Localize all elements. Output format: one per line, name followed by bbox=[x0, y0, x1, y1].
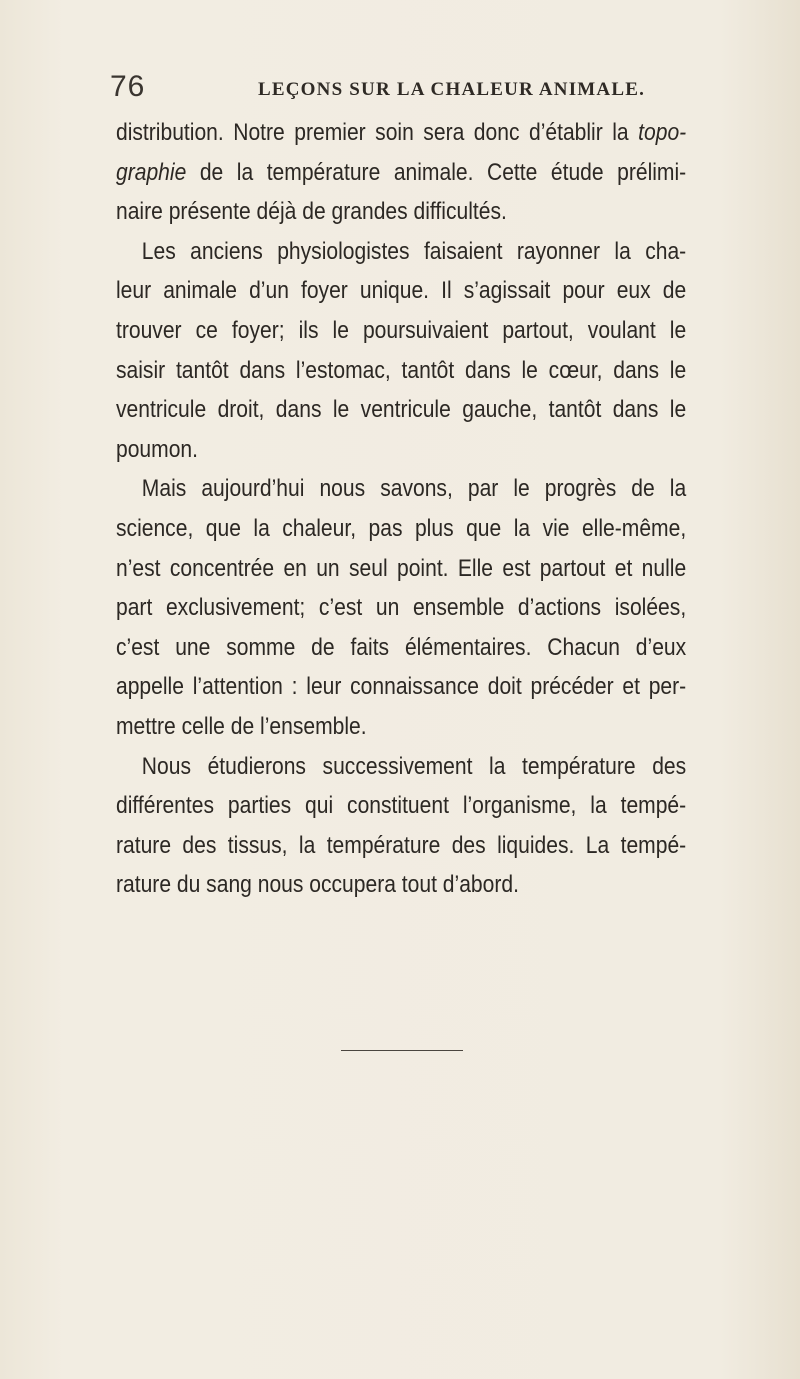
italic-word: topo- bbox=[638, 119, 687, 146]
text-line: mettre celle de l’ensemble. bbox=[116, 712, 367, 740]
running-head bbox=[110, 70, 710, 106]
running-title: LEÇONS SUR LA CHALEUR ANIMALE. bbox=[258, 79, 646, 100]
text-line: distribution. Notre premier soin sera donc d’établir la topo- bbox=[116, 119, 687, 146]
text-line: Nous étudierons successivement la température des bbox=[141, 752, 687, 780]
text-line: n’est concentrée en un seul point. Elle est partout et nulle bbox=[116, 554, 687, 582]
text-line: saisir tantôt dans l’estomac, tantôt dans le cœur, dans le bbox=[116, 356, 687, 384]
text-line: appelle l’attention : leur connaissance doit précéder et per- bbox=[116, 673, 687, 701]
text-line: rature des tissus, la température des liquides. La tempé- bbox=[116, 831, 687, 859]
italic-word: graphie bbox=[116, 158, 187, 186]
text-line: Mais aujourd’hui nous savons, par le progrès de la bbox=[141, 475, 687, 503]
text-line: trouver ce foyer; ils le poursuivaient partout, voulant le bbox=[116, 316, 687, 344]
text-line: science, que la chaleur, pas plus que la vie elle-même, bbox=[116, 514, 687, 542]
text-line: différentes parties qui constituent l’organisme, la tempé- bbox=[116, 792, 687, 820]
text-line: Les anciens physiologistes faisaient rayonner la cha- bbox=[141, 237, 687, 265]
text-line: leur animale d’un foyer unique. Il s’agissait pour eux de bbox=[116, 277, 687, 305]
page-number: 76 bbox=[110, 70, 146, 103]
end-rule bbox=[341, 1050, 463, 1051]
text-line: ventricule droit, dans le ventricule gauche, tantôt dans le bbox=[116, 396, 687, 424]
text-line: graphie de la température animale. Cette étude prélimi- bbox=[116, 158, 687, 186]
text-line: naire présente déjà de grandes difficultés. bbox=[116, 198, 507, 226]
text-line: poumon. bbox=[116, 435, 199, 463]
text-line: c’est une somme de faits élémentaires. Chacun d’eux bbox=[116, 633, 687, 661]
body-text bbox=[116, 113, 686, 905]
text-line: part exclusivement; c’est un ensemble d’actions isolées, bbox=[116, 594, 687, 622]
text-line: rature du sang nous occupera tout d’abord. bbox=[116, 871, 519, 899]
